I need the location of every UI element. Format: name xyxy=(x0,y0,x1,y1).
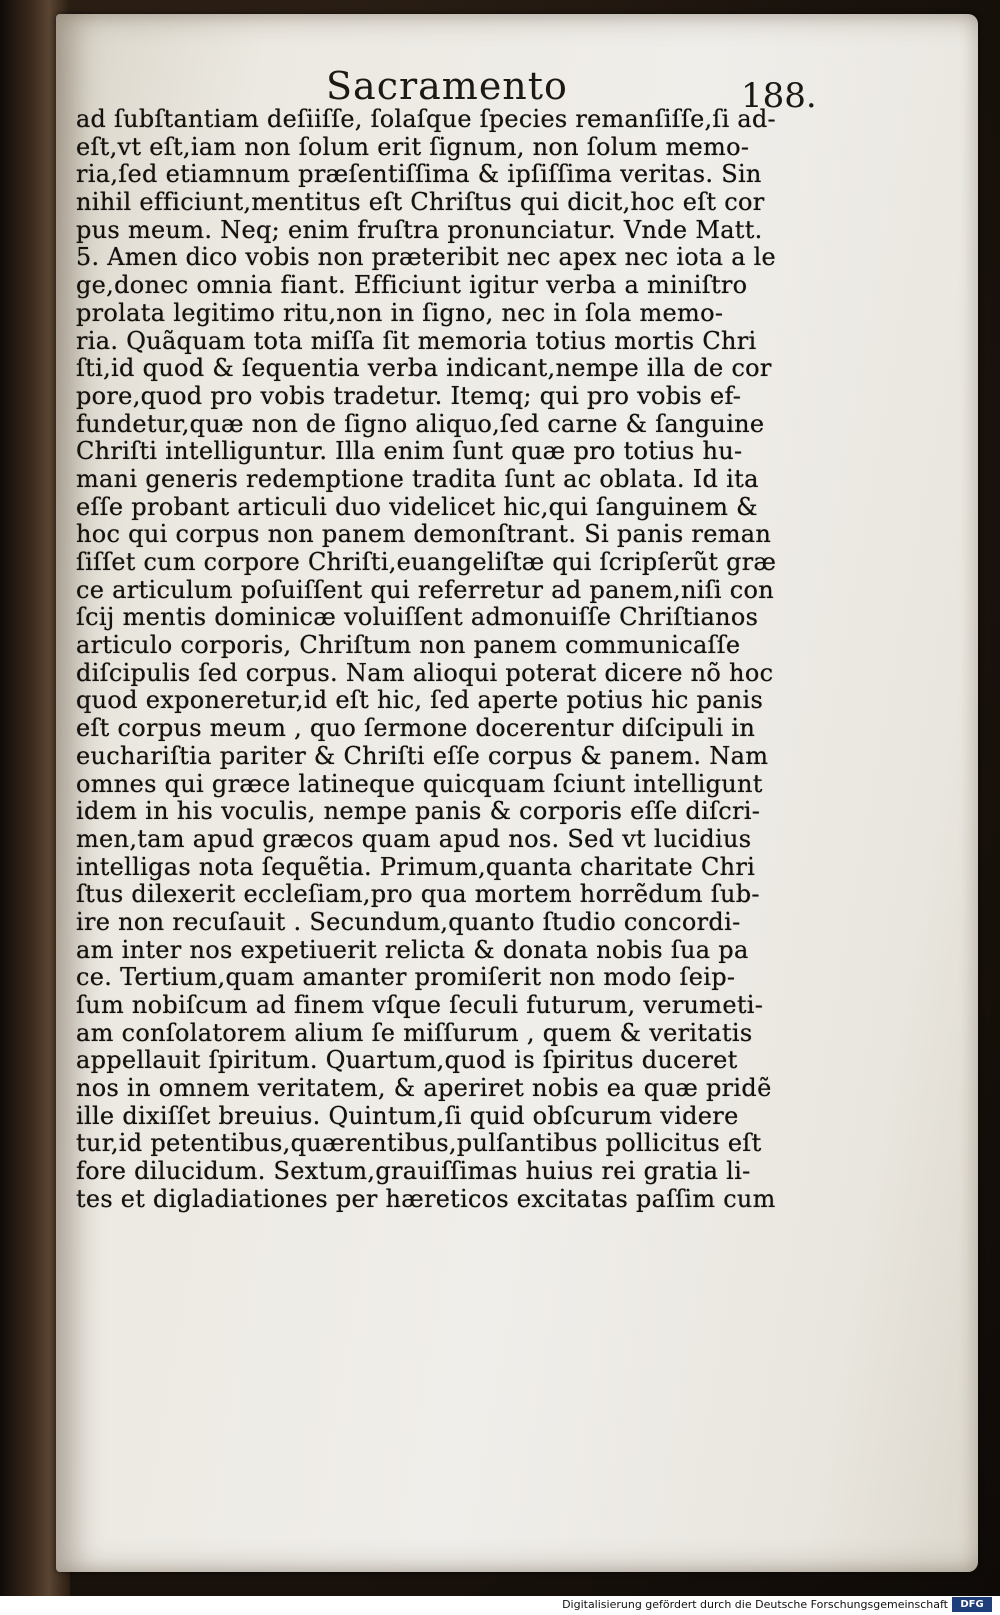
text-line: nos in omnem veritatem, & aperiret nobis ea quæ pridẽ xyxy=(76,1074,772,1103)
text-line: eſt corpus meum , quo ſermone docerentur diſcipuli in xyxy=(76,714,756,743)
text-line: hoc qui corpus non panem demonſtrant. Si panis reman xyxy=(76,520,772,549)
running-head: Sacramento xyxy=(326,64,568,108)
text-line: fore dilucidum. Sextum,grauiſſimas huius rei gratia li- xyxy=(76,1157,751,1186)
text-line: ire non recuſauit . Secundum,quanto ſtudio concordi- xyxy=(76,907,741,936)
text-line: pus meum. Neq; enim fruſtra pronunciatur. Vnde Matt. xyxy=(76,215,763,244)
text-line: ce. Tertium,quam amanter promiſerit non modo ſeip- xyxy=(76,963,736,992)
text-line: Chriſti intelliguntur. Illa enim ſunt quæ pro totius hu- xyxy=(76,437,743,466)
text-line: prolata legitimo ritu,non in ſigno, nec in ſola memo- xyxy=(76,298,724,327)
text-line: omnes qui græce latineque quicquam ſciunt intelligunt xyxy=(76,769,763,798)
book-page xyxy=(56,14,978,1572)
page-number: 188. xyxy=(741,76,817,116)
text-line: tes et digladiationes per hæreticos excitatas paſſim cum xyxy=(76,1184,776,1213)
text-line: ſti,id quod & ſequentia verba indicant,nempe illa de cor xyxy=(76,354,772,383)
text-line: tur,id petentibus,quærentibus,pulſantibus pollicitus eſt xyxy=(76,1129,762,1158)
text-line: ſiſſet cum corpore Chriſti,euangeliſtæ qui ſcripſerũt græ xyxy=(76,548,777,576)
text-line: eſſe probant articuli duo videlicet hic,qui ſanguinem & xyxy=(76,492,758,521)
text-line: men,tam apud græcos quam apud nos. Sed vt lucidius xyxy=(76,824,752,853)
text-line: diſcipulis ſed corpus. Nam alioqui poterat dicere nõ hoc xyxy=(76,658,774,687)
text-line: ſcij mentis dominicæ voluiſſent admonuiſſe Chriſtianos xyxy=(76,603,759,632)
text-line: ria. Quãquam tota miſſa ſit memoria totius mortis Chri xyxy=(76,326,757,355)
text-line: eſt,vt eſt,iam non ſolum erit ſignum, non ſolum memo- xyxy=(76,132,750,161)
text-line: idem in his voculis, nempe panis & corporis eſſe diſcri- xyxy=(76,797,761,826)
text-line: articulo corporis, Chriſtum non panem communicaſſe xyxy=(76,631,741,660)
text-line: ille dixiſſet breuius. Quintum,ſi quid obſcurum videre xyxy=(76,1101,739,1130)
text-line: ad ſubſtantiam deſiiſſe, ſolaſque ſpecies remanſiſſe,ſi ad- xyxy=(76,105,776,133)
text-line: fundetur,quæ non de ſigno aliquo,ſed carne & ſanguine xyxy=(76,409,765,438)
text-line: appellauit ſpiritum. Quartum,quod is ſpiritus duceret xyxy=(76,1046,738,1075)
text-line: pore,quod pro vobis tradetur. Itemq; qui pro vobis ef- xyxy=(76,381,742,410)
text-line: ria,ſed etiamnum præſentiſſima & ipſiſſima veritas. Sin xyxy=(76,160,762,189)
text-line: mani generis redemptione tradita ſunt ac oblata. Id ita xyxy=(76,464,759,493)
text-line: ce articulum poſuiſſent qui referretur ad panem,niſi con xyxy=(76,575,775,604)
text-line: ge,donec omnia fiant. Efficiunt igitur verba a miniſtro xyxy=(76,271,748,300)
text-line: ſtus dilexerit eccleſiam,pro qua mortem horrẽdum ſub- xyxy=(76,880,760,909)
funding-credit: Digitalisierung gefördert durch die Deutsche Forschungsgemeinschaft xyxy=(562,1598,948,1611)
dfg-logo: DFG xyxy=(952,1597,992,1612)
text-line: 5. Amen dico vobis non præteribit nec apex nec iota a le xyxy=(76,243,776,272)
body-text xyxy=(76,106,776,1214)
text-line: am inter nos expetiuerit relicta & donata nobis ſua pa xyxy=(76,935,749,964)
text-line: am conſolatorem alium ſe miſſurum , quem & veritatis xyxy=(76,1018,753,1047)
text-line: ſum nobiſcum ad finem vſque ſeculi futurum, verumeti- xyxy=(76,991,764,1019)
text-line: intelligas nota ſequẽtia. Primum,quanta charitate Chri xyxy=(76,852,756,881)
text-line: euchariſtia pariter & Chriſti eſſe corpus & panem. Nam xyxy=(76,741,769,770)
text-line: quod exponeretur,id eſt hic, ſed aperte potius hic panis xyxy=(76,686,764,715)
text-line: nihil efficiunt,mentitus eſt Chriſtus qui dicit,hoc eſt cor xyxy=(76,188,765,217)
